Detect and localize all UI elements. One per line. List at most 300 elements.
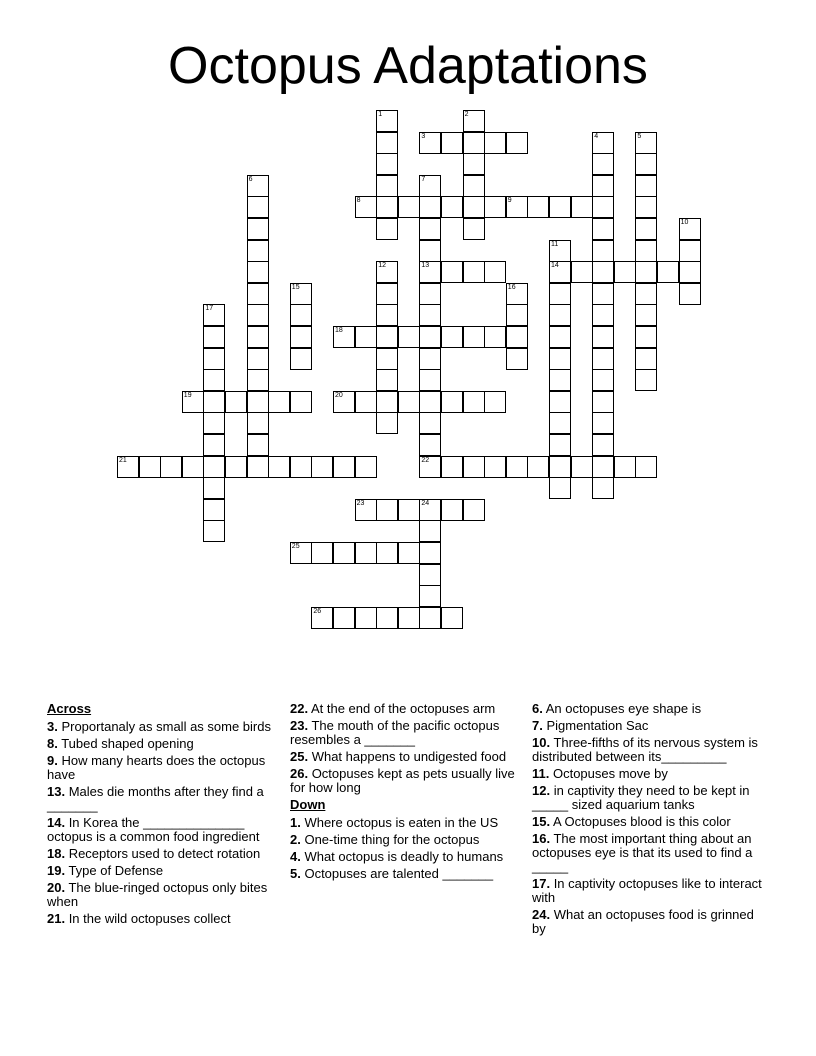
grid-cell[interactable]	[247, 348, 269, 370]
grid-cell[interactable]	[506, 283, 528, 305]
grid-cell[interactable]	[419, 175, 441, 197]
grid-cell[interactable]	[355, 607, 377, 629]
grid-cell[interactable]	[657, 261, 679, 283]
grid-cell[interactable]	[376, 607, 398, 629]
clue-text: A Octopuses blood is this color	[550, 814, 731, 829]
grid-cell[interactable]	[203, 391, 225, 413]
clue-number: 7	[421, 175, 426, 183]
grid-cell[interactable]	[506, 196, 528, 218]
grid-cell[interactable]	[376, 391, 398, 413]
grid-cell[interactable]	[225, 391, 247, 413]
grid-cell[interactable]	[419, 585, 441, 607]
clue-number: 23.	[290, 718, 309, 733]
grid-cell[interactable]	[463, 153, 485, 175]
grid-cell[interactable]	[635, 326, 657, 348]
clue-item	[532, 815, 768, 829]
grid-cell[interactable]	[527, 196, 549, 218]
clue-text: In captivity octopuses like to interact with	[532, 876, 762, 905]
grid-cell[interactable]	[592, 369, 614, 391]
grid-cell[interactable]	[463, 218, 485, 240]
clue-number: 17.	[532, 876, 551, 891]
clue-number: 16	[507, 283, 516, 291]
clue-text: Where octopus is eaten in the US	[300, 815, 499, 830]
across-header: Across	[47, 701, 92, 716]
grid-cell[interactable]	[182, 456, 204, 478]
grid-cell[interactable]	[247, 391, 269, 413]
clue-item	[47, 847, 283, 861]
grid-cell[interactable]	[635, 456, 657, 478]
grid-cell[interactable]	[549, 456, 571, 478]
clue-item	[532, 736, 768, 764]
grid-cell[interactable]	[203, 456, 225, 478]
grid-cell[interactable]	[419, 564, 441, 586]
grid-cell[interactable]	[225, 456, 247, 478]
grid-cell[interactable]	[635, 369, 657, 391]
clue-text: The most important thing about an octopuses eye is that its used to find a _____	[532, 831, 753, 874]
grid-cell[interactable]	[592, 153, 614, 175]
clue-number: 9	[507, 197, 512, 205]
grid-cell[interactable]	[463, 110, 485, 132]
clue-number: 25.	[290, 749, 309, 764]
grid-cell[interactable]	[549, 369, 571, 391]
grid-cell[interactable]	[290, 304, 312, 326]
grid-cell[interactable]	[376, 542, 398, 564]
grid-cell[interactable]	[527, 456, 549, 478]
clue-number: 2	[464, 111, 469, 118]
grid-cell[interactable]	[419, 261, 441, 283]
clue-text: What happens to undigested food	[308, 749, 507, 764]
clue-text: The mouth of the pacific octopus resembles a _______	[290, 718, 500, 747]
grid-cell[interactable]	[549, 326, 571, 348]
grid-cell[interactable]	[333, 391, 355, 413]
down-header: Down	[290, 797, 326, 812]
grid-cell[interactable]	[549, 261, 571, 283]
clue-item	[47, 720, 283, 734]
grid-cell[interactable]	[484, 196, 506, 218]
grid-cell[interactable]	[635, 153, 657, 175]
grid-cell[interactable]	[182, 391, 204, 413]
grid-cell[interactable]	[463, 132, 485, 154]
grid-cell[interactable]	[592, 261, 614, 283]
clue-item	[532, 877, 768, 905]
grid-cell[interactable]	[419, 326, 441, 348]
clue-item	[532, 908, 768, 936]
clue-number: 26	[313, 607, 322, 615]
grid-cell[interactable]	[398, 196, 420, 218]
clue-number: 14	[551, 262, 559, 270]
down-clue-list	[290, 816, 526, 881]
clue-number: 19	[183, 391, 192, 399]
grid-cell[interactable]	[419, 369, 441, 391]
clue-number: 18.	[47, 846, 66, 861]
clue-item	[290, 850, 526, 864]
grid-cell[interactable]	[592, 434, 614, 456]
across-clue-list	[47, 720, 283, 926]
grid-cell[interactable]	[290, 348, 312, 370]
clue-number: 3	[421, 132, 426, 140]
grid-cell[interactable]	[419, 196, 441, 218]
grid-cell[interactable]	[268, 391, 290, 413]
clue-item	[290, 816, 526, 830]
grid-cell[interactable]	[635, 348, 657, 370]
clue-text: In Korea the ______________ octopus is a common food ingredient	[47, 815, 260, 844]
grid-cell[interactable]	[355, 542, 377, 564]
grid-cell[interactable]	[160, 456, 182, 478]
grid-cell[interactable]	[376, 412, 398, 434]
grid-cell[interactable]	[592, 391, 614, 413]
grid-cell[interactable]	[311, 607, 333, 629]
grid-cell[interactable]	[333, 456, 355, 478]
clue-text: in captivity they need to be kept in _____ sized aquarium tanks	[532, 783, 750, 812]
grid-cell[interactable]	[484, 326, 506, 348]
clue-number: 11	[551, 240, 559, 248]
clue-number: 12.	[532, 783, 551, 798]
clue-text: Proportanaly as small as some birds	[57, 719, 271, 734]
clue-number: 15.	[532, 814, 551, 829]
grid-cell[interactable]	[419, 434, 441, 456]
clue-number: 10.	[532, 735, 551, 750]
clue-text: Pigmentation Sac	[542, 718, 649, 733]
grid-cell[interactable]	[290, 391, 312, 413]
grid-cell[interactable]	[398, 326, 420, 348]
grid-cell[interactable]	[376, 110, 398, 132]
grid-cell[interactable]	[592, 477, 614, 499]
grid-cell[interactable]	[203, 369, 225, 391]
clue-item	[532, 767, 768, 781]
clue-number: 6.	[532, 701, 543, 716]
grid-cell[interactable]	[117, 456, 139, 478]
grid-cell[interactable]	[355, 196, 377, 218]
clue-text: Males die months after they find a _______	[47, 784, 264, 813]
grid-cell[interactable]	[333, 607, 355, 629]
grid-cell[interactable]	[549, 434, 571, 456]
grid-cell[interactable]	[398, 391, 420, 413]
clue-item	[290, 867, 526, 881]
clue-number: 5.	[290, 866, 301, 881]
grid-cell[interactable]	[592, 240, 614, 262]
grid-cell[interactable]	[614, 261, 636, 283]
grid-cell[interactable]	[419, 412, 441, 434]
clue-number: 6	[248, 175, 253, 183]
clue-number: 16.	[532, 831, 551, 846]
clue-text: Octopuses move by	[549, 766, 668, 781]
grid-cell[interactable]	[268, 456, 290, 478]
grid-cell[interactable]	[376, 153, 398, 175]
clue-number: 24.	[532, 907, 551, 922]
clue-text: In the wild octopuses collect	[65, 911, 231, 926]
clue-number: 21.	[47, 911, 66, 926]
grid-cell[interactable]	[419, 499, 441, 521]
clue-item	[290, 767, 526, 795]
grid-cell[interactable]	[571, 456, 593, 478]
grid-cell[interactable]	[484, 391, 506, 413]
grid-cell[interactable]	[203, 304, 225, 326]
grid-cell[interactable]	[398, 542, 420, 564]
grid-cell[interactable]	[506, 326, 528, 348]
puzzle-title: Octopus Adaptations	[168, 37, 648, 95]
clue-text: Octopuses are talented _______	[300, 866, 494, 881]
grid-cell[interactable]	[419, 304, 441, 326]
clue-text: An octopuses eye shape is	[542, 701, 702, 716]
grid-cell[interactable]	[355, 456, 377, 478]
grid-cell[interactable]	[592, 196, 614, 218]
across-clue-list-continued	[290, 702, 526, 795]
clue-text: How many hearts does the octopus have	[47, 753, 266, 782]
grid-cell[interactable]	[247, 218, 269, 240]
grid-cell[interactable]	[463, 175, 485, 197]
clue-number: 26.	[290, 766, 309, 781]
grid-cell[interactable]	[441, 607, 463, 629]
clue-item	[532, 832, 768, 874]
grid-cell[interactable]	[441, 391, 463, 413]
grid-cell[interactable]	[592, 132, 614, 154]
clue-text: One-time thing for the octopus	[300, 832, 480, 847]
grid-cell[interactable]	[506, 348, 528, 370]
grid-cell[interactable]	[441, 261, 463, 283]
clue-number: 22.	[290, 701, 309, 716]
clue-number: 3.	[47, 719, 58, 734]
grid-cell[interactable]	[376, 348, 398, 370]
grid-cell[interactable]	[139, 456, 161, 478]
grid-cell[interactable]	[506, 456, 528, 478]
grid-cell[interactable]	[549, 348, 571, 370]
grid-cell[interactable]	[635, 261, 657, 283]
grid-cell[interactable]	[679, 240, 701, 262]
grid-cell[interactable]	[203, 348, 225, 370]
grid-cell[interactable]	[398, 607, 420, 629]
grid-cell[interactable]	[463, 196, 485, 218]
grid-cell[interactable]	[506, 132, 528, 154]
grid-cell[interactable]	[679, 218, 701, 240]
clues-column-1	[47, 702, 283, 929]
grid-cell[interactable]	[376, 304, 398, 326]
grid-cell[interactable]	[355, 391, 377, 413]
clue-text: What an octopuses food is grinned by	[532, 907, 754, 936]
grid-cell[interactable]	[247, 369, 269, 391]
grid-cell[interactable]	[614, 456, 636, 478]
grid-cell[interactable]	[549, 196, 571, 218]
clue-number: 9.	[47, 753, 58, 768]
clue-text: The blue-ringed octopus only bites when	[47, 880, 268, 909]
grid-cell[interactable]	[311, 542, 333, 564]
grid-cell[interactable]	[441, 132, 463, 154]
grid-cell[interactable]	[419, 348, 441, 370]
grid-cell[interactable]	[376, 218, 398, 240]
clue-item	[47, 864, 283, 878]
grid-cell[interactable]	[247, 412, 269, 434]
grid-cell[interactable]	[592, 283, 614, 305]
clue-text: Type of Defense	[65, 863, 164, 878]
grid-cell[interactable]	[376, 499, 398, 521]
clue-number: 12	[378, 262, 386, 270]
grid-cell[interactable]	[592, 456, 614, 478]
grid-cell[interactable]	[419, 542, 441, 564]
clue-item	[290, 702, 526, 716]
grid-cell[interactable]	[549, 240, 571, 262]
clue-text: Tubed shaped opening	[57, 736, 194, 751]
clue-item	[290, 833, 526, 847]
grid-cell[interactable]	[635, 304, 657, 326]
clue-number: 25	[291, 543, 300, 550]
grid-cell[interactable]	[247, 261, 269, 283]
clue-item	[47, 912, 283, 926]
grid-cell[interactable]	[419, 520, 441, 542]
clue-number: 19.	[47, 863, 66, 878]
grid-cell[interactable]	[549, 391, 571, 413]
clue-number: 10	[680, 219, 689, 226]
grid-cell[interactable]	[333, 542, 355, 564]
grid-cell[interactable]	[247, 240, 269, 262]
grid-cell[interactable]	[203, 434, 225, 456]
clue-number: 21	[119, 456, 127, 464]
clue-number: 20.	[47, 880, 66, 895]
grid-cell[interactable]	[441, 499, 463, 521]
grid-cell[interactable]	[376, 283, 398, 305]
grid-cell[interactable]	[203, 520, 225, 542]
grid-cell[interactable]	[463, 326, 485, 348]
grid-cell[interactable]	[376, 175, 398, 197]
grid-cell[interactable]	[463, 261, 485, 283]
clue-number: 2.	[290, 832, 301, 847]
clue-number: 4.	[290, 849, 301, 864]
grid-cell[interactable]	[549, 412, 571, 434]
grid-cell[interactable]	[247, 326, 269, 348]
clue-number: 1.	[290, 815, 301, 830]
grid-cell[interactable]	[463, 499, 485, 521]
grid-cell[interactable]	[247, 434, 269, 456]
grid-cell[interactable]	[484, 456, 506, 478]
clue-number: 13	[421, 262, 430, 270]
clue-item	[290, 719, 526, 747]
grid-cell[interactable]	[203, 477, 225, 499]
grid-cell[interactable]	[592, 326, 614, 348]
clue-number: 11.	[532, 766, 550, 781]
clue-item	[47, 737, 283, 751]
grid-cell[interactable]	[484, 132, 506, 154]
grid-cell[interactable]	[419, 240, 441, 262]
grid-cell[interactable]	[290, 456, 312, 478]
clue-number: 4	[594, 132, 599, 140]
grid-cell[interactable]	[441, 326, 463, 348]
clue-number: 17	[205, 305, 214, 313]
grid-cell[interactable]	[419, 456, 441, 478]
grid-cell[interactable]	[549, 304, 571, 326]
grid-cell[interactable]	[441, 456, 463, 478]
clue-item	[47, 785, 283, 813]
grid-cell[interactable]	[463, 456, 485, 478]
grid-cell[interactable]	[355, 499, 377, 521]
clues-column-2	[290, 702, 526, 884]
grid-cell[interactable]	[311, 456, 333, 478]
grid-cell[interactable]	[635, 196, 657, 218]
grid-cell[interactable]	[247, 196, 269, 218]
grid-cell[interactable]	[203, 326, 225, 348]
clue-number: 1	[378, 111, 383, 118]
clue-text: Three-fifths of its nervous system is distributed between its_________	[532, 735, 758, 764]
grid-cell[interactable]	[419, 218, 441, 240]
grid-cell[interactable]	[376, 369, 398, 391]
clue-text: Receptors used to detect rotation	[65, 846, 261, 861]
clue-item	[532, 702, 768, 716]
grid-cell[interactable]	[635, 175, 657, 197]
grid-cell[interactable]	[571, 196, 593, 218]
grid-cell[interactable]	[203, 412, 225, 434]
clue-item	[290, 750, 526, 764]
grid-cell[interactable]	[419, 283, 441, 305]
grid-cell[interactable]	[592, 412, 614, 434]
grid-cell[interactable]	[571, 261, 593, 283]
grid-cell[interactable]	[592, 348, 614, 370]
grid-cell[interactable]	[290, 542, 312, 564]
grid-cell[interactable]	[203, 499, 225, 521]
clue-number: 15	[291, 283, 300, 291]
grid-cell[interactable]	[635, 283, 657, 305]
grid-cell[interactable]	[484, 261, 506, 283]
clue-item	[47, 881, 283, 909]
clue-number: 23	[356, 499, 365, 507]
clue-item	[47, 754, 283, 782]
clue-text: What octopus is deadly to humans	[300, 849, 504, 864]
grid-cell[interactable]	[419, 132, 441, 154]
clue-number: 7.	[532, 718, 543, 733]
grid-cell[interactable]	[441, 196, 463, 218]
clue-item	[532, 719, 768, 733]
grid-cell[interactable]	[247, 304, 269, 326]
grid-cell[interactable]	[376, 326, 398, 348]
grid-cell[interactable]	[592, 175, 614, 197]
clue-number: 22	[421, 456, 430, 464]
clue-number: 8	[356, 197, 361, 205]
clue-item	[532, 784, 768, 812]
grid-cell[interactable]	[398, 499, 420, 521]
grid-cell[interactable]	[679, 261, 701, 283]
clue-number: 5	[637, 132, 642, 140]
clue-number: 24	[421, 499, 430, 507]
grid-cell[interactable]	[376, 261, 398, 283]
grid-cell[interactable]	[679, 283, 701, 305]
grid-cell[interactable]	[506, 304, 528, 326]
grid-cell[interactable]	[635, 218, 657, 240]
grid-cell[interactable]	[376, 132, 398, 154]
clue-item	[47, 816, 283, 844]
grid-cell[interactable]	[247, 283, 269, 305]
grid-cell[interactable]	[635, 132, 657, 154]
grid-cell[interactable]	[549, 283, 571, 305]
grid-cell[interactable]	[592, 304, 614, 326]
clue-number: 13.	[47, 784, 66, 799]
grid-cell[interactable]	[592, 218, 614, 240]
clue-text: Octopuses kept as pets usually live for how long	[290, 766, 515, 795]
grid-cell[interactable]	[635, 240, 657, 262]
clues-column-3	[532, 702, 768, 939]
grid-cell[interactable]	[247, 456, 269, 478]
grid-cell[interactable]	[247, 175, 269, 197]
grid-cell[interactable]	[419, 391, 441, 413]
clue-number: 18	[335, 327, 343, 334]
grid-cell[interactable]	[290, 283, 312, 305]
clue-number: 20	[335, 391, 343, 399]
grid-cell[interactable]	[376, 196, 398, 218]
down-clue-list-continued	[532, 702, 768, 936]
grid-cell[interactable]	[549, 477, 571, 499]
clue-number: 14.	[47, 815, 66, 830]
clue-number: 8.	[47, 736, 58, 751]
grid-cell[interactable]	[290, 326, 312, 348]
grid-cell[interactable]	[333, 326, 355, 348]
grid-cell[interactable]	[419, 607, 441, 629]
grid-cell[interactable]	[463, 391, 485, 413]
grid-cell[interactable]	[355, 326, 377, 348]
